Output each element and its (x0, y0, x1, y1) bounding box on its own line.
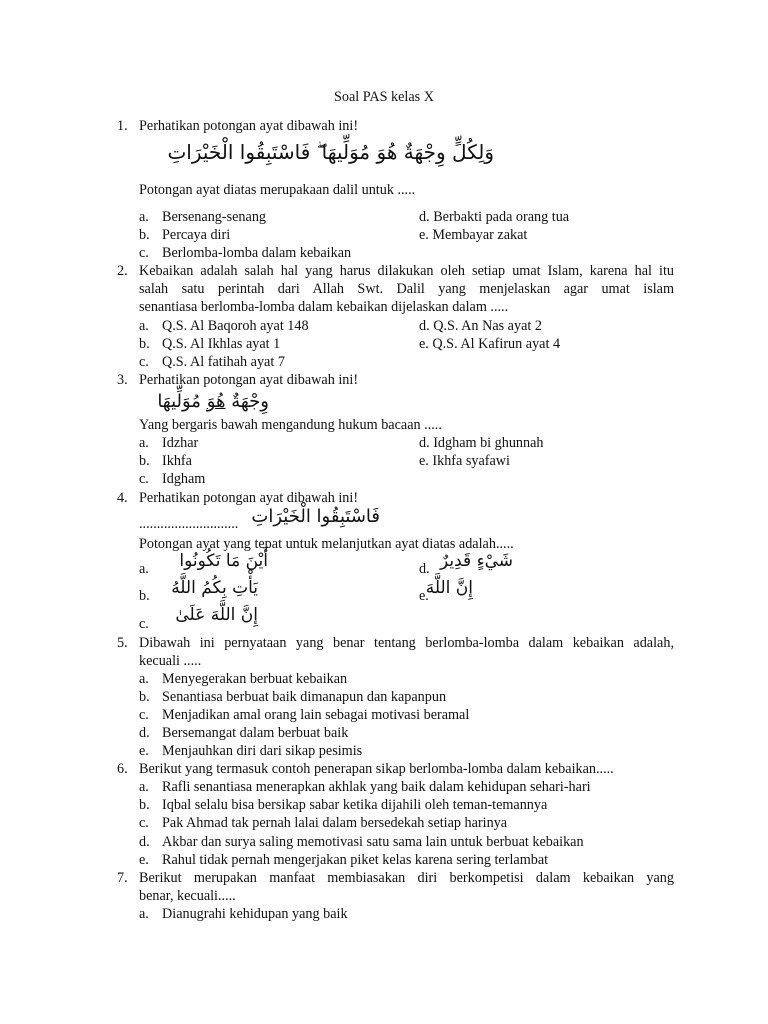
q4-option-a-label: a. (139, 561, 149, 577)
q3-number: 3. (117, 372, 128, 388)
q7-text-line-1: Berikut merupakan manfaat membiasakan diri berkompetisi dalam kebaikan yang (139, 870, 674, 886)
q1-option-e: e. Membayar zakat (419, 227, 528, 243)
q5-option-a: Menyegerakan berbuat kebaikan (162, 671, 348, 687)
q4-question: Potongan ayat yang tepat untuk melanjutkan ayat diatas adalah..... (139, 536, 514, 552)
q2-text-line-1: Kebaikan adalah salah hal yang harus dilakukan oleh setiap umat Islam, karena hal itu (139, 263, 674, 279)
q6-option-e-label: e. (139, 852, 149, 868)
q2-option-c: Q.S. Al fatihah ayat 7 (162, 354, 285, 370)
q5-option-e: Menjauhkan diri dari sikap pesimis (162, 743, 363, 759)
q1-option-c-label: c. (139, 245, 149, 261)
q3-option-c-label: c. (139, 471, 149, 487)
q4-arabic-verse: فَاسْتَبِقُوا الْخَيْرَاتِ (251, 506, 380, 527)
q4-option-c: إِنَّ اللَّهَ عَلَىٰ (175, 605, 258, 625)
q7-option-a-label: a. (139, 906, 149, 922)
q3-option-e: e. Ikhfa syafawi (419, 453, 510, 469)
q2-option-b-label: b. (139, 336, 150, 352)
q2-text-line-2: salah satu perintah dari Allah Swt. Dalil yang menjelaskan agar umat islam (139, 281, 674, 297)
q4-text: Perhatikan potongan ayat dibawah ini! (139, 490, 359, 506)
q4-option-e-label: e. (419, 588, 429, 604)
q2-number: 2. (117, 263, 128, 279)
q5-option-d: Bersemangat dalam berbuat baik (162, 725, 349, 741)
q6-option-b: Iqbal selalu bisa bersikap sabar ketika dijahili oleh teman-temannya (162, 797, 548, 813)
q3-option-b-label: b. (139, 453, 150, 469)
q4-option-c-label: c. (139, 616, 149, 632)
q5-option-c: Menjadikan amal orang lain sebagai motivasi beramal (162, 707, 470, 723)
q4-option-b: يَأْتِ بِكُمُ اللَّهُ (171, 578, 258, 598)
q3-option-a: Idzhar (162, 435, 199, 451)
q3-arabic-underlined: هُوَ (206, 391, 226, 412)
q3-option-a-label: a. (139, 435, 149, 451)
q2-option-d: d. Q.S. An Nas ayat 2 (419, 318, 542, 334)
q2-option-c-label: c. (139, 354, 149, 370)
q5-number: 5. (117, 635, 128, 651)
q7-text-line-2: benar, kecuali..... (139, 888, 236, 904)
q4-blank-dots: ............................ (139, 516, 239, 532)
q6-option-e: Rahul tidak pernah mengerjakan piket kelas karena sering terlambat (162, 852, 549, 868)
q5-option-b-label: b. (139, 689, 150, 705)
q4-option-e: إِنَّ اللَّهَ (425, 578, 473, 598)
q4-option-d: شَيْءٍ قَدِيرٌ (440, 551, 513, 571)
q2-option-b: Q.S. Al Ikhlas ayat 1 (162, 336, 281, 352)
q6-number: 6. (117, 761, 128, 777)
q3-option-b: Ikhfa (162, 453, 192, 469)
q1-option-b-label: b. (139, 227, 150, 243)
q2-option-e: e. Q.S. Al Kafirun ayat 4 (419, 336, 561, 352)
q5-option-a-label: a. (139, 671, 149, 687)
q1-option-c: Berlomba-lomba dalam kebaikan (162, 245, 352, 261)
q1-option-a-label: a. (139, 209, 149, 225)
q3-arabic-verse (139, 391, 269, 412)
q6-text: Berikut yang termasuk contoh penerapan sikap berlomba-lomba dalam kebaikan..... (139, 761, 614, 777)
q5-option-d-label: d. (139, 725, 150, 741)
q3-question: Yang bergaris bawah mengandung hukum bacaan ..... (139, 417, 442, 433)
q7-number: 7. (117, 870, 128, 886)
q1-question: Potongan ayat diatas merupakaan dalil untuk ..... (139, 182, 416, 198)
q3-arabic-post: مُوَلِّيهَا (157, 391, 201, 412)
q5-text-line-1: Dibawah ini pernyataan yang benar tentang berlomba-lomba dalam kebaikan adalah, (139, 635, 674, 651)
q5-option-b: Senantiasa berbuat baik dimanapun dan kapanpun (162, 689, 447, 705)
q3-option-c: Idgham (162, 471, 206, 487)
q6-option-c-label: c. (139, 815, 149, 831)
q2-text-line-3: senantiasa berlomba-lomba dalam kebaikan dijelaskan dalam ..... (139, 299, 509, 315)
q3-text: Perhatikan potongan ayat dibawah ini! (139, 372, 359, 388)
q6-option-c: Pak Ahmad tak pernah lalai dalam bersedekah setiap harinya (162, 815, 508, 831)
q6-option-d: Akbar dan surya saling memotivasi satu sama lain untuk berbuat kebaikan (162, 834, 584, 850)
q4-number: 4. (117, 490, 128, 506)
q3-arabic-pre: وِجْهَةٌ (231, 391, 269, 412)
q6-option-d-label: d. (139, 834, 150, 850)
q6-option-a: Rafli senantiasa menerapkan akhlak yang baik dalam kehidupan sehari-hari (162, 779, 591, 795)
q6-option-a-label: a. (139, 779, 149, 795)
q4-option-a: أَيْنَ مَا تَكُونُوا (179, 551, 268, 571)
q5-option-c-label: c. (139, 707, 149, 723)
q1-option-a: Bersenang-senang (162, 209, 267, 225)
q6-option-b-label: b. (139, 797, 150, 813)
q2-option-a-label: a. (139, 318, 149, 334)
q5-option-e-label: e. (139, 743, 149, 759)
q1-number: 1. (117, 118, 128, 134)
q1-arabic-verse: وَلِكُلٍّ وِجْهَةٌ هُوَ مُوَلِّيهَا ۖ فَاسْتَبِقُوا الْخَيْرَاتِ (167, 140, 494, 164)
q1-option-b: Percaya diri (162, 227, 231, 243)
q5-text-line-2: kecuali ..... (139, 653, 202, 669)
q7-option-a: Dianugrahi kehidupan yang baik (162, 906, 348, 922)
q3-option-d: d. Idgham bi ghunnah (419, 435, 544, 451)
q4-option-d-label: d. (419, 561, 430, 577)
q1-option-d: d. Berbakti pada orang tua (419, 209, 570, 225)
q2-option-a: Q.S. Al Baqoroh ayat 148 (162, 318, 309, 334)
q1-text: Perhatikan potongan ayat dibawah ini! (139, 118, 359, 134)
q4-option-b-label: b. (139, 588, 150, 604)
page-title: Soal PAS kelas X (334, 89, 434, 105)
